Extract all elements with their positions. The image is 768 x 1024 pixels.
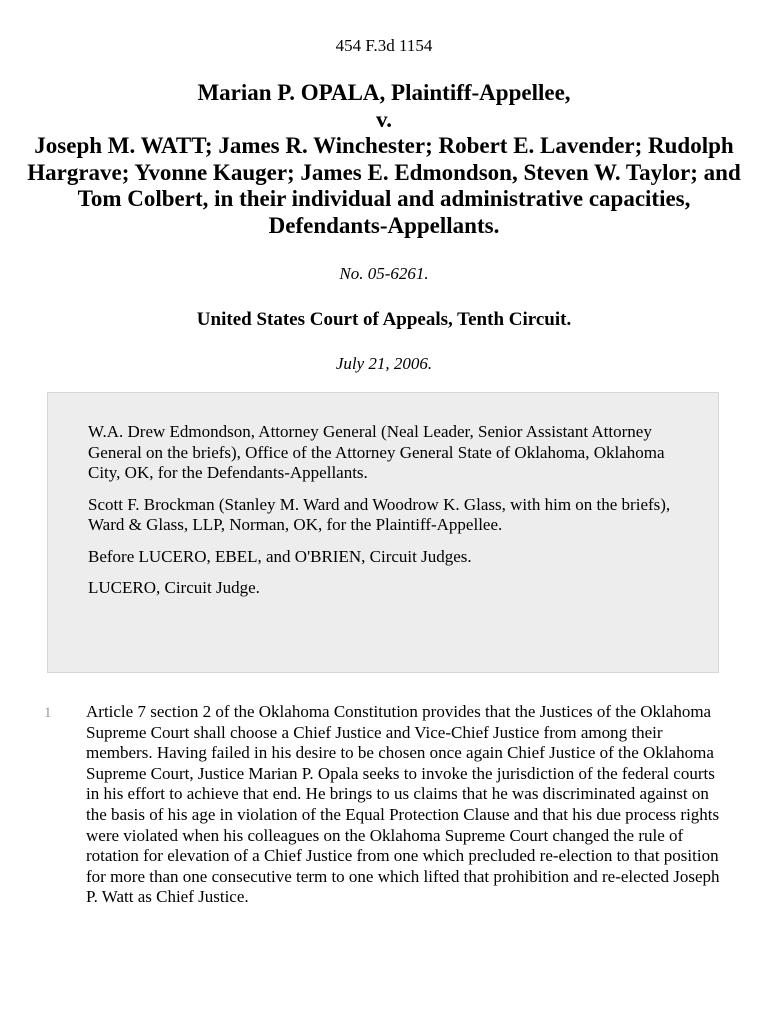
counsel-panel <box>47 392 719 673</box>
case-citation: 454 F.3d 1154 <box>335 36 433 55</box>
counsel-plaintiff: Scott F. Brockman (Stanley M. Ward and Woodrow K. Glass, with him on the briefs), Ward & Glass, LLP, Norman, OK, for the Plaintiff-Appellee. <box>88 494 671 534</box>
decision-date: July 21, 2006. <box>335 354 433 373</box>
court-name: United States Court of Appeals, Tenth Circuit. <box>196 309 572 330</box>
panel-judges: Before LUCERO, EBEL, and O'BRIEN, Circuit Judges. <box>88 546 472 566</box>
plaintiff-line: Marian P. OPALA, Plaintiff-Appellee, <box>197 80 571 105</box>
paragraph-number[interactable]: 1 <box>44 705 52 721</box>
defendants-line: Joseph M. WATT; James R. Winchester; Robert E. Lavender; Rudolph Hargrave; Yvonne Kauger; James E. Edmondson, Steven W. Taylor; and Tom Colbert, in their individual and administrative capacities, Defendants-Appellants. <box>27 133 741 238</box>
opinion-author: LUCERO, Circuit Judge. <box>88 578 260 597</box>
paragraph-text: Article 7 section 2 of the Oklahoma Constitution provides that the Justices of the Oklahoma Supreme Court shall choose a Chief Justice and Vice-Chief Justice from among their members. Having failed in his desire to be chosen once again Chief Justice of the Oklahoma Supreme Court, Justice Marian P. Opala seeks to invoke the jurisdiction of the federal courts in his effort to achieve that end. He brings to us claims that he was discriminated against on the basis of his age in violation of the Equal Protection Clause and that his due process rights were violated when his colleagues on the Oklahoma Supreme Court changed the rule of rotation for elevation of a Chief Justice from one which precluded re-election to that position for more than one consecutive term to one which lifted that prohibition and re-elected Joseph P. Watt as Chief Justice. <box>86 702 720 907</box>
docket-number: No. 05-6261. <box>339 264 429 283</box>
case-caption <box>20 80 748 239</box>
counsel-defendants: W.A. Drew Edmondson, Attorney General (Neal Leader, Senior Assistant Attorney General on the briefs), Office of the Attorney General State of Oklahoma, Oklahoma City, OK, for the Defendants-Appellants. <box>88 422 665 482</box>
versus-line: v. <box>376 106 392 132</box>
